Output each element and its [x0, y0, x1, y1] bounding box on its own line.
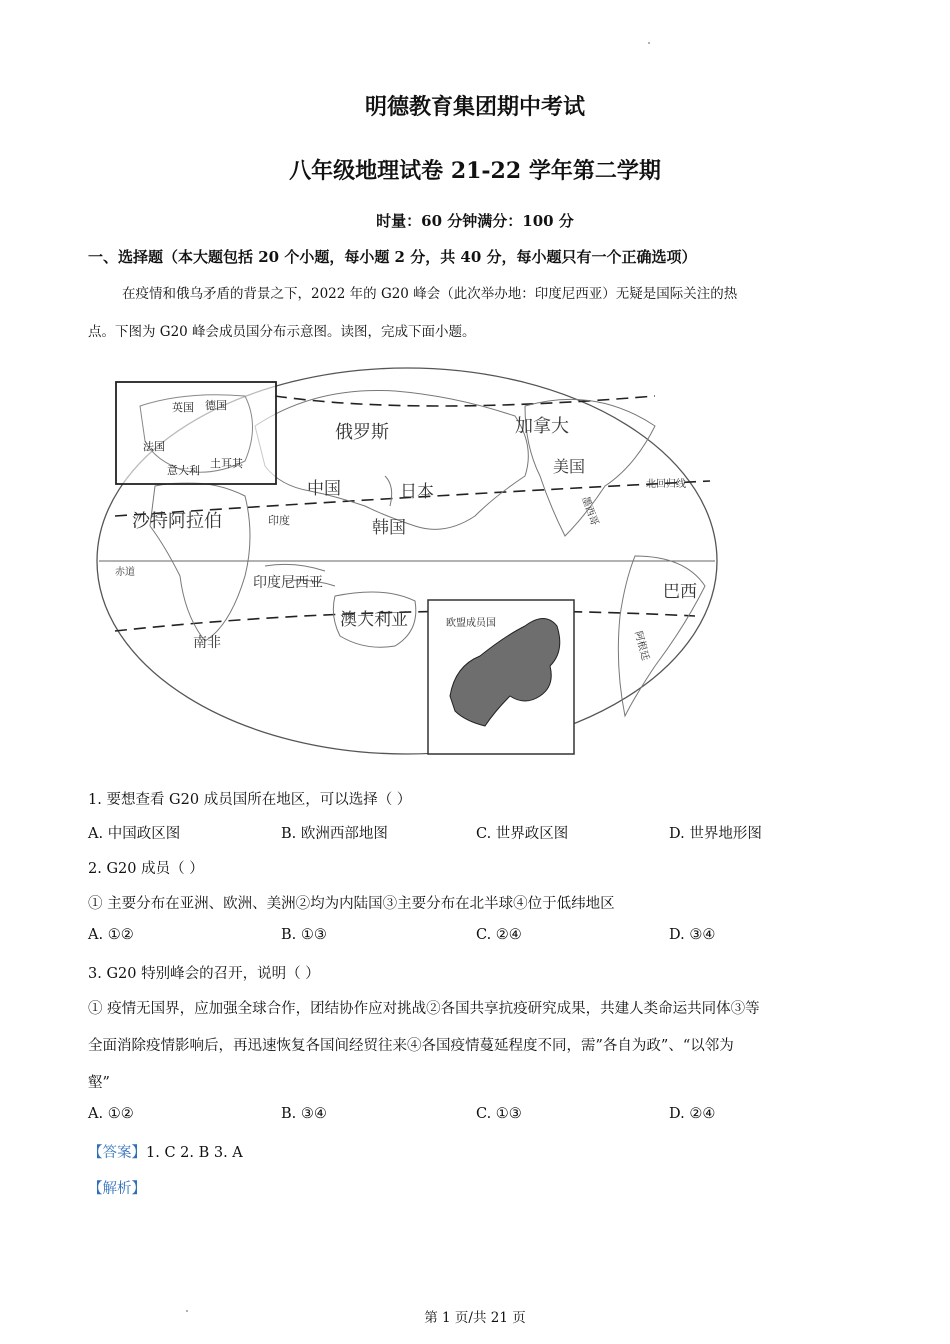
label-indonesia: 印度尼西亚: [253, 575, 323, 591]
analysis-tag: 【解析】: [88, 1181, 146, 1197]
label-mexico: 墨西哥: [579, 495, 600, 528]
q3-option-a: A. ①②: [88, 1106, 134, 1122]
q2-option-b: B. ①③: [281, 927, 327, 943]
answer-text: 1. C 2. B 3. A: [146, 1145, 243, 1161]
section-heading: 一、选择题（本大题包括 20 个小题，每小题 2 分，共 40 分，每小题只有一个正确选项）: [88, 248, 697, 266]
page-footer: 第 1 页/共 21 页: [424, 1310, 526, 1326]
q1-option-c: C. 世界政区图: [476, 826, 569, 842]
question-2-stem: 2. G20 成员（ ）: [88, 861, 204, 877]
exam-meta: 时量：60 分钟满分：100 分: [376, 212, 574, 230]
q2-option-c: C. ②④: [476, 927, 522, 943]
intro-line-1: 在疫情和俄乌矛盾的背景之下，2022 年的 G20 峰会（此次举办地：印度尼西亚）无疑是国际关注的热: [122, 286, 738, 302]
question-3-statements-2: 全面消除疫情影响后，再迅速恢复各国间经贸往来④各国疫情蔓延程度不同，需”各自为政”、“以邻为: [88, 1038, 734, 1054]
label-australia: 澳大利亚: [340, 610, 408, 630]
question-3-stem: 3. G20 特别峰会的召开，说明（ ）: [88, 966, 320, 982]
label-italy: 意大利: [167, 464, 200, 477]
label-argentina: 阿根廷: [632, 629, 651, 662]
q1-option-a: A. 中国政区图: [88, 826, 181, 842]
label-usa: 美国: [553, 457, 586, 476]
label-brazil: 巴西: [663, 582, 697, 602]
label-canada: 加拿大: [515, 416, 569, 437]
g20-world-map: [95, 366, 720, 758]
label-russia: 俄罗斯: [335, 422, 389, 443]
label-china: 中国: [307, 479, 341, 499]
label-turkey: 土耳其: [210, 457, 243, 470]
exam-subtitle: 八年级地理试卷 21-22 学年第二学期: [289, 158, 661, 184]
label-korea: 韩国: [372, 518, 406, 538]
q1-option-b: B. 欧洲西部地图: [281, 826, 388, 842]
label-germany: 德国: [205, 399, 227, 412]
q3-option-b: B. ③④: [281, 1106, 327, 1122]
label-eu: 欧盟成员国: [446, 618, 496, 629]
label-uk: 英国: [172, 401, 194, 414]
scan-dot: [648, 42, 650, 44]
q1-option-d: D. 世界地形图: [669, 826, 762, 842]
label-india: 印度: [268, 514, 290, 527]
q2-option-a: A. ①②: [88, 927, 134, 943]
label-south-africa: 南非: [193, 635, 221, 651]
exam-title: 明德教育集团期中考试: [364, 94, 585, 120]
question-3-statements-1: ① 疫情无国界，应加强全球合作，团结协作应对挑战②各国共享抗疫研究成果，共建人类命运共同体③等: [88, 1001, 760, 1017]
q2-option-d: D. ③④: [669, 927, 716, 943]
label-saudi: 沙特阿拉伯: [132, 511, 222, 532]
label-equator: 赤道: [115, 567, 135, 578]
question-3-statements-3: 壑”: [88, 1075, 110, 1091]
q3-option-d: D. ②④: [669, 1106, 716, 1122]
answer-tag: 【答案】: [88, 1145, 146, 1161]
answer-line: [88, 1141, 243, 1162]
intro-line-2: 点。下图为 G20 峰会成员国分布示意图。读图，完成下面小题。: [88, 324, 476, 340]
question-2-statements: ① 主要分布在亚洲、欧洲、美洲②均为内陆国③主要分布在北半球④位于低纬地区: [88, 896, 615, 912]
label-tropic: 北回归线: [646, 479, 686, 490]
label-france: 法国: [143, 440, 165, 453]
label-japan: 日本: [400, 482, 434, 502]
question-1-stem: 1. 要想查看 G20 成员国所在地区，可以选择（ ）: [88, 792, 412, 808]
q3-option-c: C. ①③: [476, 1106, 522, 1122]
